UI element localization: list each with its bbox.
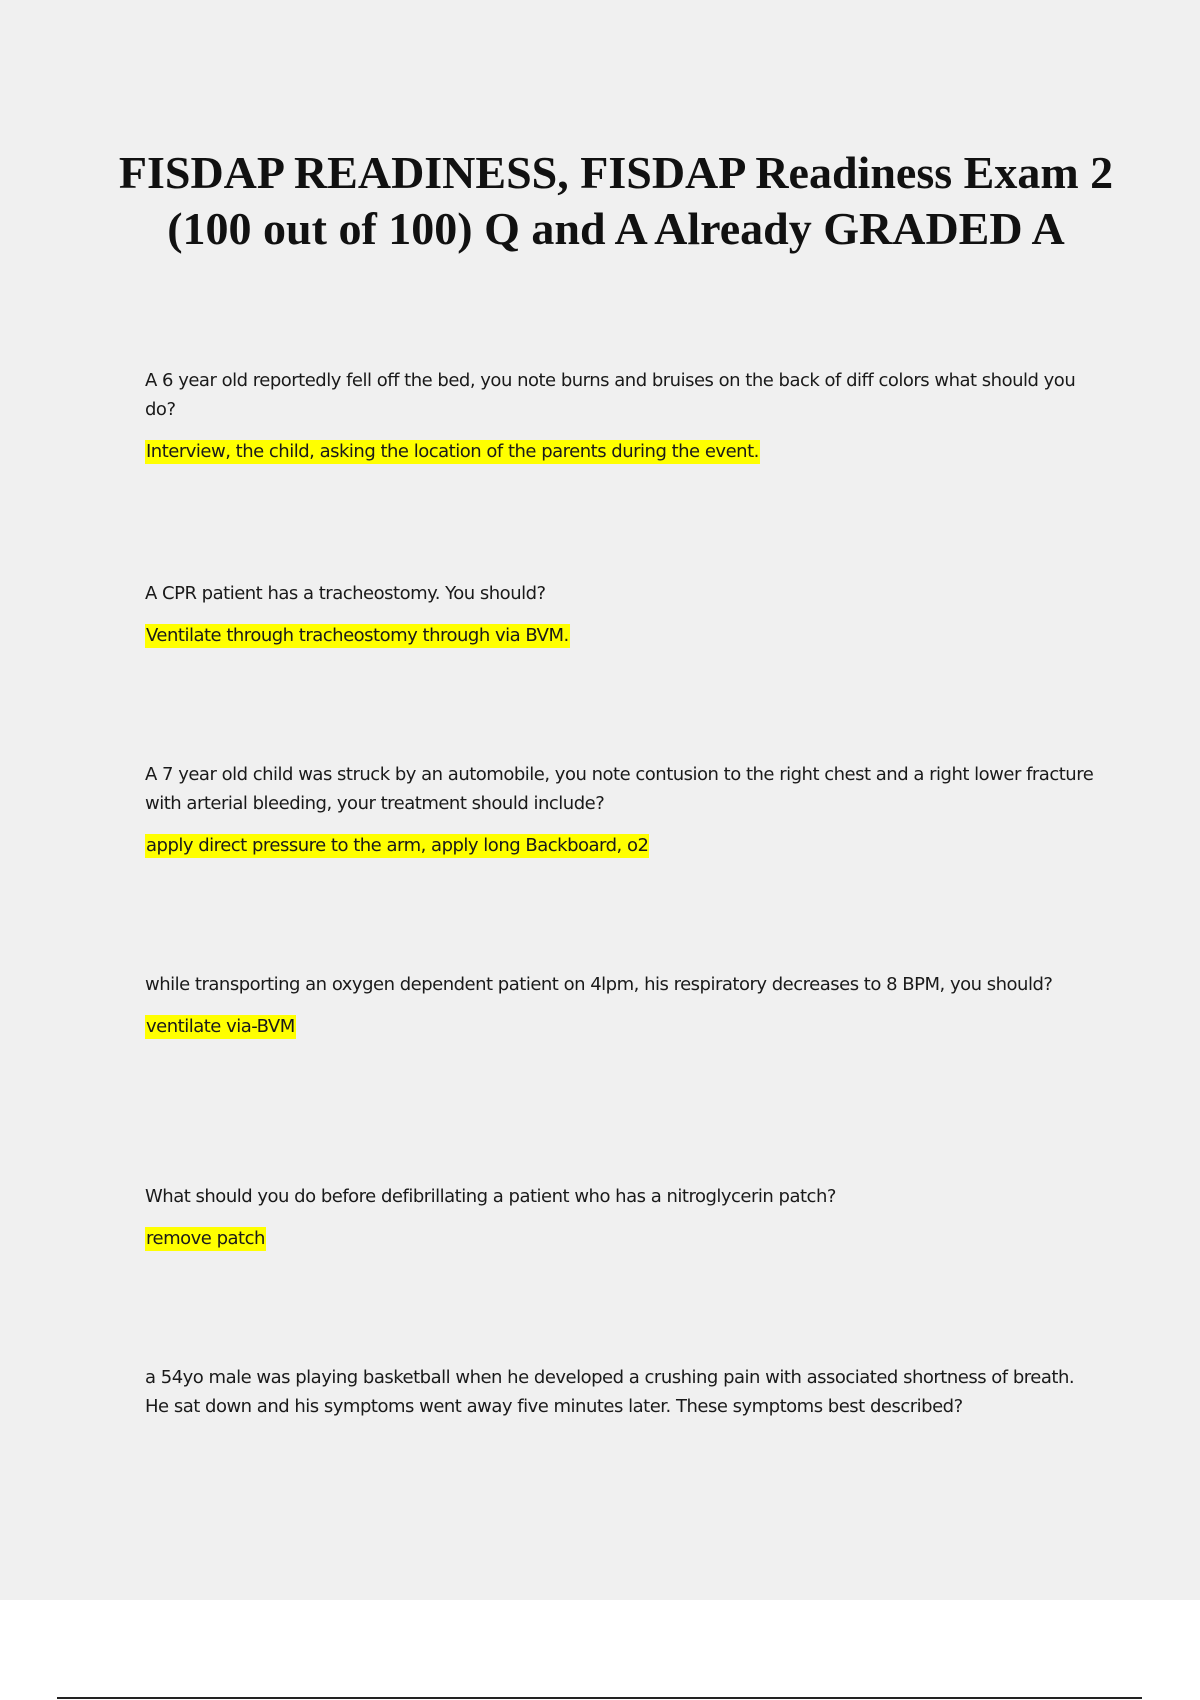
page-title: FISDAP READINESS, FISDAP Readiness Exam 2 (100 out of 100) Q and A Already GRADED A bbox=[118, 147, 1114, 254]
answer-highlight: remove patch bbox=[146, 1228, 265, 1249]
qa-item-6 bbox=[145, 1363, 1095, 1421]
question-text: a 54yo male was playing basketball when he developed a crushing pain with associated shortness of breath. He sat down and his symptoms went away five minutes later. These symptoms best described? bbox=[145, 1367, 1075, 1417]
question-text: A 7 year old child was struck by an automobile, you note contusion to the right chest and a right lower fracture with arterial bleeding, your treatment should include? bbox=[145, 764, 1094, 814]
answer-text bbox=[145, 621, 1095, 650]
answer-highlight: ventilate via-BVM bbox=[146, 1016, 295, 1037]
qa-item-4 bbox=[145, 970, 1095, 1041]
question-text: What should you do before defibrillating a patient who has a nitroglycerin patch? bbox=[145, 1186, 836, 1207]
qa-item-3 bbox=[145, 760, 1095, 860]
answer-highlight: Interview, the child, asking the location of the parents during the event. bbox=[146, 441, 759, 462]
answer-highlight: apply direct pressure to the arm, apply long Backboard, o2 bbox=[146, 835, 649, 856]
qa-item-1 bbox=[145, 366, 1095, 466]
answer-text bbox=[145, 1012, 1095, 1041]
answer-highlight: Ventilate through tracheostomy through via BVM. bbox=[146, 625, 569, 646]
page-divider bbox=[57, 1697, 1142, 1699]
qa-item-2 bbox=[145, 579, 1095, 650]
question-text: while transporting an oxygen dependent patient on 4lpm, his respiratory decreases to 8 BPM, you should? bbox=[145, 974, 1053, 995]
answer-text bbox=[145, 831, 1095, 860]
question-text: A CPR patient has a tracheostomy. You should? bbox=[145, 583, 546, 604]
question-text: A 6 year old reportedly fell off the bed, you note burns and bruises on the back of diff colors what should you do? bbox=[145, 370, 1076, 420]
qa-item-5 bbox=[145, 1182, 1095, 1253]
answer-text bbox=[145, 437, 1095, 466]
answer-text bbox=[145, 1224, 1095, 1253]
